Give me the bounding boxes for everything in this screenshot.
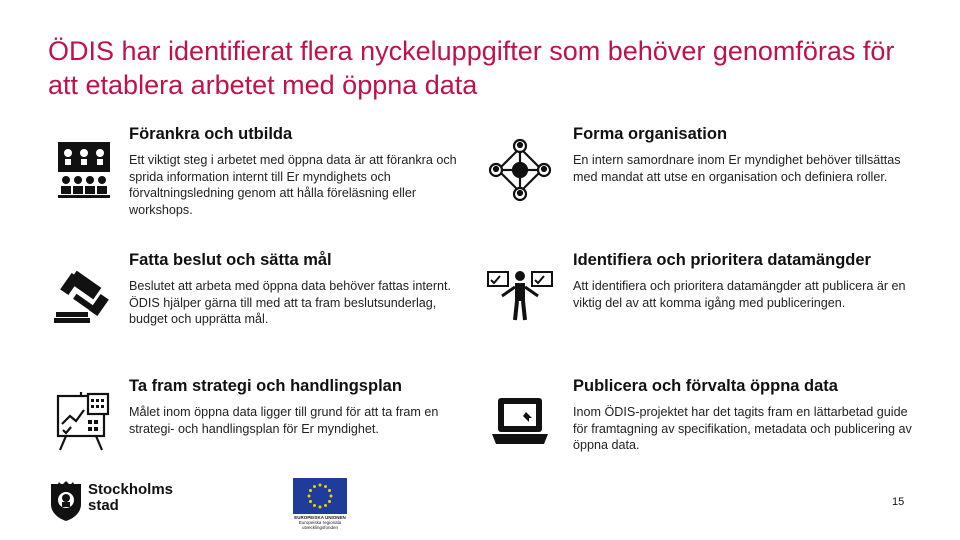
person-choosing-icon [486,262,554,330]
logo-text-stad: stad [88,497,119,514]
item-identifiera [573,250,918,311]
page-number: 15 [892,496,905,508]
eu-star-icon [324,485,327,488]
eu-logo-text-2: Europeiska regionala [298,520,342,525]
eu-logo-text-3: utvecklingsfonden [301,525,339,530]
item-body: Beslutet att arbeta med öppna data behöver fattas internt. ÖDIS hjälper gärna till med att ta fram beslutsunderlag, budget och upprätta mål. [129,279,452,327]
eu-star-icon [330,495,333,498]
item-heading: Identifiera och prioritera datamängder [573,251,871,269]
eu-star-icon [309,500,312,503]
eu-star-icon [313,485,316,488]
item-forankra [129,124,459,218]
item-heading: Ta fram strategi och handlingsplan [129,377,402,395]
eu-star-icon [313,504,316,507]
eu-star-icon [309,489,312,492]
laptop-icon [486,388,554,456]
presentation-audience-icon [50,136,118,204]
item-heading: Publicera och förvalta öppna data [573,377,838,395]
item-heading: Förankra och utbilda [129,125,293,143]
item-forma [573,124,913,185]
eu-star-icon [328,489,331,492]
eu-flag-icon [293,478,347,514]
item-heading: Fatta beslut och sätta mål [129,251,332,269]
item-body: Målet inom öppna data ligger till grund för att ta fram en strategi- och handlingsplan för Er myndighet. [129,405,439,436]
eu-star-icon [324,504,327,507]
eu-logo-text-1: EUROPEISKA UNIONEN [294,515,346,520]
stockholm-crest-icon [48,478,84,522]
item-strategi [129,376,459,437]
planning-board-icon [50,388,118,456]
eu-star-icon [308,495,311,498]
eu-star-icon [319,484,322,487]
item-body: En intern samordnare inom Er myndighet behöver tillsättas med mandat att utse en organisation och definiera roller. [573,153,901,184]
eu-logo [290,478,350,536]
item-body: Inom ÖDIS-projektet har det tagits fram en lättarbetad guide för framtagning av specifikation, metadata och publicering av öppna data. [573,405,912,453]
item-publicera [573,376,918,454]
item-fatta-beslut [129,250,459,328]
eu-star-icon [319,506,322,509]
eu-star-icon [328,500,331,503]
item-body: Ett viktigt steg i arbetet med öppna data är att förankra och sprida information internt till Er myndighets och förvaltningsledning genom att hålla föreläsning eller workshops. [129,153,457,217]
item-heading: Forma organisation [573,125,728,143]
organization-network-icon [486,136,554,204]
logo-text-stockholms: Stockholms [88,481,174,498]
stockholms-stad-logo [48,478,174,522]
item-body: Att identifiera och prioritera datamängder att publicera är en viktig del av att komma igång med publiceringen. [573,279,906,310]
slide-title: ÖDIS har identifierat flera nyckeluppgifter som behöver genomföras för att etablera arbetet med öppna data [48,36,895,100]
gavel-icon [50,262,118,330]
eu-flag-background [293,478,347,514]
